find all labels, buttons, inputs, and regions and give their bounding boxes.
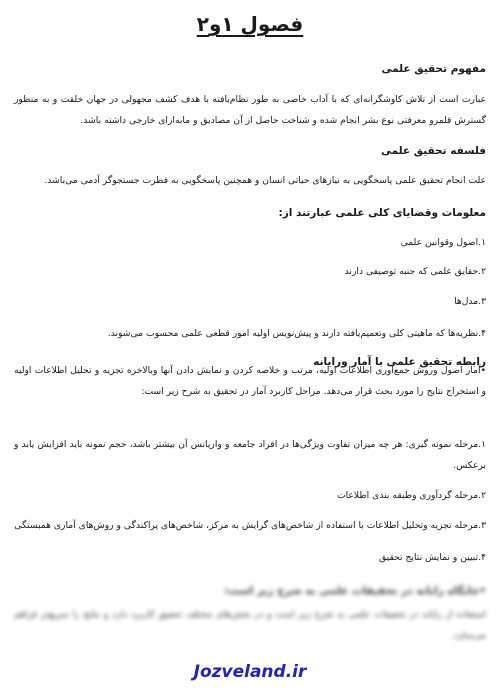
section-text-philosophy: علت انجام تحقیق علمی پاسخگویی به نیازهای حیاتی انسان و همچنین پاسخگویی به فطرت جستجوگر آدمی می‌باشد.	[44, 175, 486, 186]
list-item: ۲.حقایق علمی که جنبه توصیفی دارند	[344, 266, 486, 277]
section-heading-statistics: رابطه تحقیق علمی با آمار ورایانه	[313, 356, 486, 368]
list-item: ۳.مدل‌ها	[454, 296, 486, 307]
list-item: ۳.مرحله تجزیه وتحلیل اطلاعات با استفاده از شاخص‌های گرایش به مرکز، شاخص‌های پراکندگی و روش‌های آماری همبستگی	[14, 520, 486, 531]
section-text-concept: عبارت است از تلاش کاوشگرانه‌ای که با آداب خاصی به طور نظام‌یافته با هدف کشف مجهولی در جهان خلقت و به منظور گسترش قلمرو معرفتی نوع بشر انجام شده و شناخت حاصل از آن مصادیق و مابه‌ازای خارجی داشته باشد.	[14, 94, 486, 126]
page-title-container	[0, 12, 500, 36]
section-heading-general-knowledge: معلومات وقضایای کلی علمی عبارتند از:	[278, 207, 486, 219]
section-heading-computer: •جایگاه رایانه در تحقیقات علمی به شرح زیر است:	[224, 585, 486, 597]
list-item: ۴.نظریه‌ها که ماهیتی کلی وتعمیم‌یافته دارند و پیش‌نویس اولیه امور قطعی علمی محسوب می‌شوند.	[107, 328, 486, 339]
list-item: ۲.مرحله گردآوری وطبقه بندی اطلاعات	[336, 490, 486, 501]
page-title: فصول ۱و۲	[196, 12, 304, 36]
section-text-computer: استفاده از رایانه در تحقیقات علمی به شرح زیر است و در بخش‌های مختلف تحقیق کاربرد دارد و نتایج را سریع‌تر فراهم می‌سازد.	[14, 609, 486, 641]
list-item: ۱.مرحله نمونه گیری: هر چه میزان تفاوت ویژگی‌ها در افراد جامعه و واریانس آن بیشتر باشد، حجم نمونه باید افزایش یابد و برعکس.	[14, 439, 486, 471]
list-item: ۱.اصول وقوانین علمی	[400, 237, 486, 248]
section-text-statistics: •آمار اصول وروش جمع‌آوری اطلاعات اولیه، مرتب و خلاصه کردن و نمایش دادن آنها وبالاخره تجزیه و تحلیل اطلاعات اولیه و استخراج نتایج را مورد بحث قرار می‌دهد. مراحل کاربرد آمار در تحقیق به شرح زیر است:	[14, 365, 486, 397]
list-item: ۴.تبیین و نمایش نتایج تحقیق	[379, 552, 486, 563]
section-heading-concept: مفهوم تحقیق علمی	[381, 63, 486, 75]
section-heading-philosophy: فلسفه تحقیق علمی	[380, 145, 486, 157]
watermark-text: Jozveland.ir	[193, 662, 307, 682]
